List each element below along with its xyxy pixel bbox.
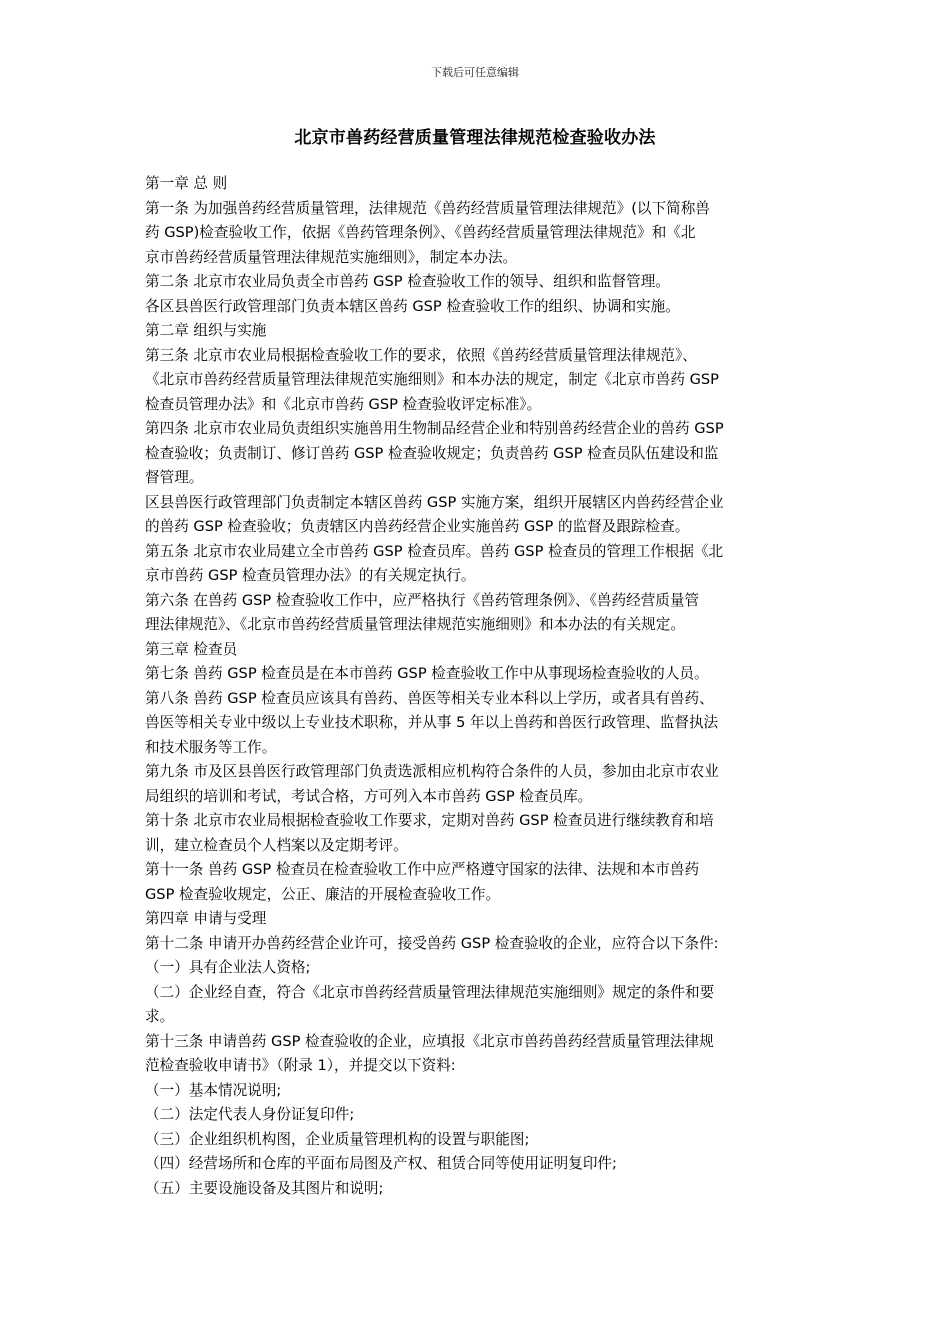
text-line: （四）经营场所和仓库的平面布局图及产权、租赁合同等使用证明复印件; bbox=[145, 1155, 617, 1172]
text-line: 督管理。 bbox=[145, 469, 204, 486]
text-line: （三）企业组织机构图，企业质量管理机构的设置与职能图; bbox=[145, 1130, 530, 1148]
text-line: GSP 检查验收规定，公正、廉洁的开展检查验收工作。 bbox=[145, 885, 501, 903]
text-line: （一）基本情况说明; bbox=[145, 1081, 282, 1099]
text-line: 第十一条 兽药 GSP 检查员在检查验收工作中应严格遵守国家的法律、法规和本市兽药 bbox=[145, 861, 700, 878]
text-line: 理法律规范》、《北京市兽药经营质量管理法律规范实施细则》和本办法的有关规定。 bbox=[145, 616, 685, 633]
document-title: 北京市兽药经营质量管理法律规范检查验收办法 bbox=[294, 128, 656, 148]
text-line: 第十条 北京市农业局根据检查验收工作要求，定期对兽药 GSP 检查员进行继续教育和培 bbox=[145, 812, 714, 829]
text-line: 第七条 兽药 GSP 检查员是在本市兽药 GSP 检查验收工作中从事现场检查验收的人员。 bbox=[145, 665, 709, 682]
text-line: 第十二条 申请开办兽药经营企业许可，接受兽药 GSP 检查验收的企业，应符合以下条件: bbox=[145, 934, 719, 952]
text-line: 训，建立检查员个人档案以及定期考评。 bbox=[145, 836, 408, 854]
text-line: 第一章 总 则 bbox=[145, 175, 228, 192]
text-line: （二）法定代表人身份证复印件; bbox=[145, 1106, 355, 1123]
text-line: 检查验收；负责制订、修订兽药 GSP 检查验收规定；负责兽药 GSP 检查员队伍建设和监 bbox=[145, 444, 719, 462]
text-line: 第六条 在兽药 GSP 检查验收工作中，应严格执行《兽药管理条例》、《兽药经营质量管 bbox=[145, 591, 700, 609]
text-line: 第四章 申请与受理 bbox=[145, 910, 267, 927]
text-line: 第五条 北京市农业局建立全市兽药 GSP 检查员库。兽药 GSP 检查员的管理工作根据《北 bbox=[145, 542, 724, 560]
text-line: 第三章 检查员 bbox=[145, 640, 238, 658]
text-line: （一）具有企业法人资格; bbox=[145, 959, 311, 976]
text-line: 京市兽药 GSP 检查员管理办法》的有关规定执行。 bbox=[145, 567, 476, 584]
document-body bbox=[145, 172, 805, 1201]
text-line: 第一条 为加强兽药经营质量管理，法律规范《兽药经营质量管理法律规范》(以下简称兽 bbox=[145, 199, 710, 217]
text-line: 各区县兽医行政管理部门负责本辖区兽药 GSP 检查验收工作的组织、协调和实施。 bbox=[145, 297, 680, 315]
text-line: 求。 bbox=[145, 1008, 175, 1025]
text-line: 第二条 北京市农业局负责全市兽药 GSP 检查验收工作的领导、组织和监督管理。 bbox=[145, 273, 670, 290]
text-line: 范检查验收申请书》（附录 1），并提交以下资料: bbox=[145, 1057, 456, 1074]
header-note: 下载后可任意编辑 bbox=[431, 66, 519, 79]
text-line: 京市兽药经营质量管理法律规范实施细则》，制定本办法。 bbox=[145, 248, 518, 266]
text-line: 《北京市兽药经营质量管理法律规范实施细则》和本办法的规定，制定《北京市兽药 GSP bbox=[145, 371, 719, 388]
text-line: 药 GSP)检查验收工作，依据《兽药管理条例》、《兽药经营质量管理法律规范》和《北 bbox=[145, 224, 696, 241]
text-line: （五）主要设施设备及其图片和说明; bbox=[145, 1179, 384, 1197]
text-line: 检查员管理办法》和《北京市兽药 GSP 检查验收评定标准》。 bbox=[145, 395, 542, 413]
text-line: 第九条 市及区县兽医行政管理部门负责选派相应机构符合条件的人员，参加由北京市农业 bbox=[145, 763, 719, 780]
text-line: 的兽药 GSP 检查验收；负责辖区内兽药经营企业实施兽药 GSP 的监督及跟踪检查。 bbox=[145, 518, 690, 535]
text-line: 局组织的培训和考试，考试合格，方可列入本市兽药 GSP 检查员库。 bbox=[145, 787, 593, 805]
text-line: 区县兽医行政管理部门负责制定本辖区兽药 GSP 实施方案，组织开展辖区内兽药经营企业 bbox=[145, 493, 724, 511]
text-line: 第四条 北京市农业局负责组织实施兽用生物制品经营企业和特别兽药经营企业的兽药 GSP bbox=[145, 420, 724, 437]
text-line: （二）企业经自查，符合《北京市兽药经营质量管理法律规范实施细则》规定的条件和要 bbox=[145, 983, 715, 1001]
text-line: 第二章 组织与实施 bbox=[145, 322, 267, 339]
text-line: 第八条 兽药 GSP 检查员应该具有兽药、兽医等相关专业本科以上学历，或者具有兽药、 bbox=[145, 689, 714, 707]
text-line: 第十三条 申请兽药 GSP 检查验收的企业，应填报《北京市兽药兽药经营质量管理法律规 bbox=[145, 1032, 714, 1050]
text-line: 和技术服务等工作。 bbox=[145, 738, 277, 756]
text-line: 第三条 北京市农业局根据检查验收工作的要求，依照《兽药经营质量管理法律规范》、 bbox=[145, 346, 697, 364]
text-line: 兽医等相关专业中级以上专业技术职称，并从事 5 年以上兽药和兽医行政管理、监督执法 bbox=[145, 714, 719, 731]
